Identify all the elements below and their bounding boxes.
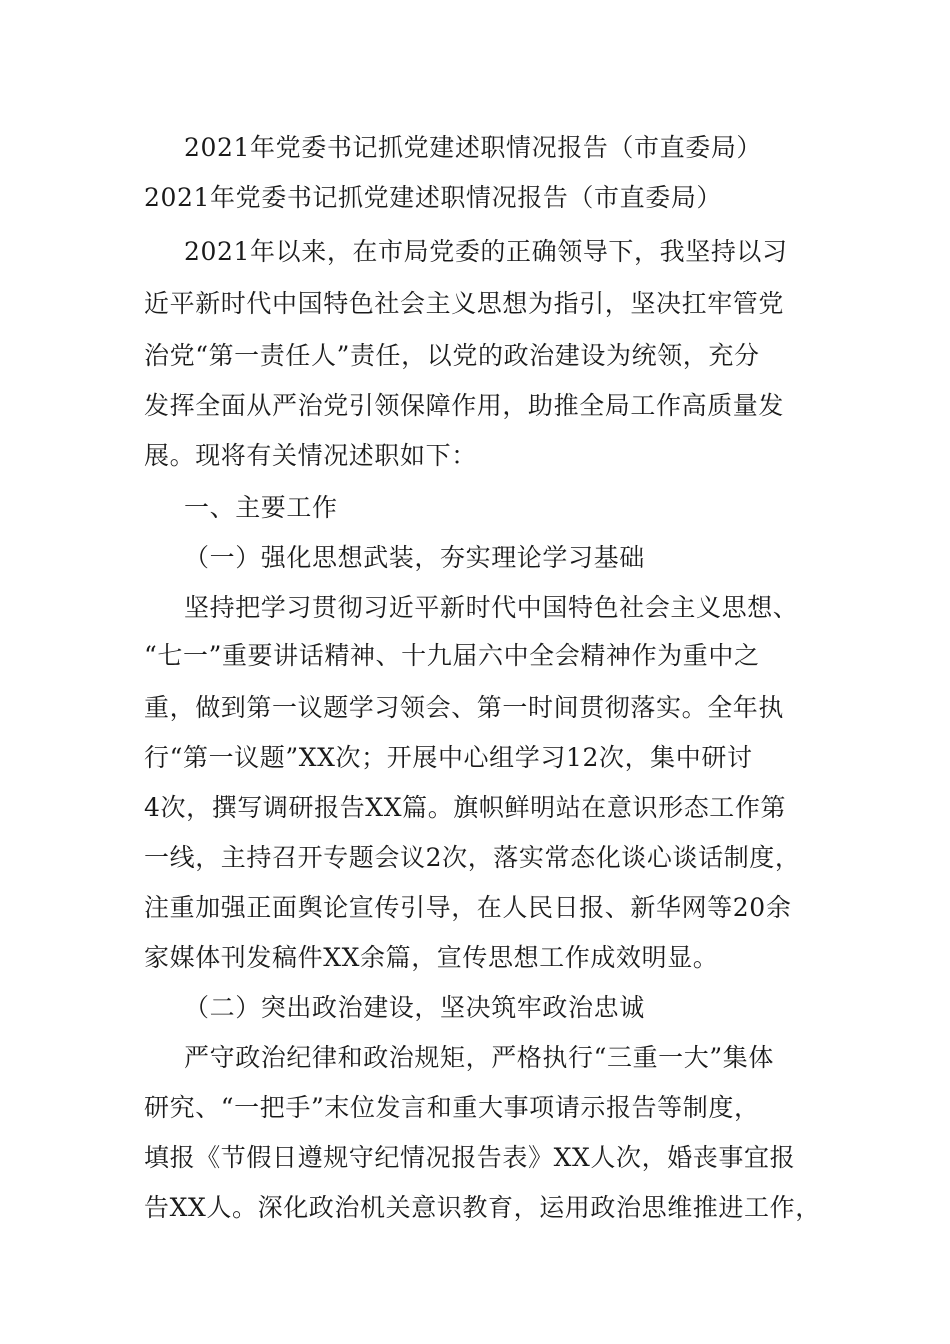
paragraph-line: 2021年以来，在市局党委的正确领导下，我坚持以习 <box>184 237 788 266</box>
paragraph-line: 填报《节假日遵规守纪情况报告表》XX人次，婚丧事宜报 <box>144 1143 796 1172</box>
document-subtitle: 2021年党委书记抓党建述职情况报告（市直委局） <box>144 183 723 212</box>
paragraph-line: 研究、“一把手”末位发言和重大事项请示报告等制度， <box>144 1093 760 1122</box>
paragraph-line: 一线，主持召开专题会议2次，落实常态化谈心谈话制度， <box>144 843 801 872</box>
paragraph-line: 告XX人。深化政治机关意识教育，运用政治思维推进工作， <box>144 1193 821 1222</box>
paragraph-line: 近平新时代中国特色社会主义思想为指引，坚决扛牢管党 <box>144 289 785 318</box>
paragraph-line: 展。现将有关情况述职如下： <box>144 441 477 470</box>
paragraph-line: 4次，撰写调研报告XX篇。旗帜鲜明站在意识形态工作第 <box>144 793 787 822</box>
paragraph-line: 重，做到第一议题学习领会、第一时间贯彻落实。全年执 <box>144 693 785 722</box>
subsection-heading: （二）突出政治建设，坚决筑牢政治忠诚 <box>184 993 645 1022</box>
paragraph-line: 严守政治纪律和政治规矩，严格执行“三重一大”集体 <box>184 1043 774 1072</box>
paragraph-line: 家媒体刊发稿件XX余篇，宣传思想工作成效明显。 <box>144 943 719 972</box>
paragraph-line: 注重加强正面舆论宣传引导，在人民日报、新华网等20余 <box>144 893 792 922</box>
paragraph-line: 行“第一议题”XX次；开展中心组学习12次，集中研讨 <box>144 743 753 772</box>
section-heading: 一、主要工作 <box>184 493 338 522</box>
subsection-heading: （一）强化思想武装，夯实理论学习基础 <box>184 543 645 572</box>
paragraph-line: 治党“第一责任人”责任，以党的政治建设为统领，充分 <box>144 341 760 370</box>
paragraph-line: “七一”重要讲话精神、十九届六中全会精神作为重中之 <box>144 641 760 670</box>
paragraph-line: 发挥全面从严治党引领保障作用，助推全局工作高质量发 <box>144 391 785 420</box>
paragraph-line: 坚持把学习贯彻习近平新时代中国特色社会主义思想、 <box>184 593 799 622</box>
document-title: 2021年党委书记抓党建述职情况报告（市直委局） <box>184 133 763 162</box>
